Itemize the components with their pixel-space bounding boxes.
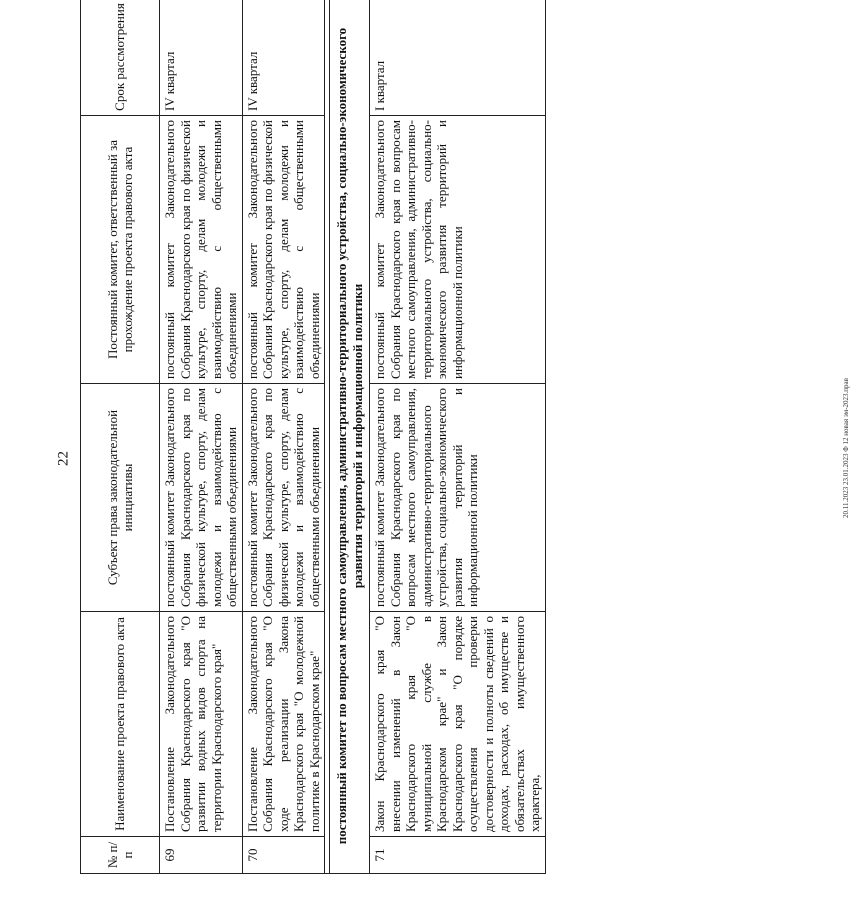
section-title: постоянный комитет по вопросам местного самоуправления, административно-территориального устройства, социально-экономического развития территорий и информационной политики	[330, 0, 370, 874]
act-name: Закон Краснодарского края "О внесении изменений в Закон Краснодарского края "О муниципальной службе в Краснодарском крае" и Закон Краснодарского края "О порядке осуществления проверки достоверности и полноты сведений о доходах, расходах, об имуществе и обязательствах имущественного характера,	[370, 612, 546, 837]
act-name: Постановление Законодательного Собрания Краснодарского края "О ходе реализации Закона Краснодарского края "О молодежной политике в Краснодарском крае"	[242, 612, 325, 837]
header-responsible-committee: Постоянный комитет, ответственный за прохождение проекта правового акта	[81, 116, 160, 384]
review-term: I квартал	[370, 0, 546, 116]
initiative-subject: постоянный комитет Законодательного Собрания Краснодарского края по вопросам местного самоуправления, административно-территориального устройства, социально-экономического развития территорий и информационной политики	[370, 384, 546, 612]
header-initiative-subject: Субъект права законодательной инициативы	[81, 384, 160, 612]
initiative-subject: постоянный комитет Законодательного Собрания Краснодарского края по физической культуре, спорту, делам молодежи и взаимодействию с общественными объединениями	[242, 384, 325, 612]
rotated-table-container	[80, 0, 610, 874]
section-header-row	[330, 0, 370, 874]
row-number: 71	[370, 837, 546, 874]
responsible-committee: постоянный комитет Законодательного Собрания Краснодарского края по физической культуре, спорту, делам молодежи и взаимодействию с общественными объединениями	[160, 116, 243, 384]
initiative-subject: постоянный комитет Законодательного Собрания Краснодарского края по физической культуре, спорту, делам молодежи и взаимодействию с общественными объединениями	[160, 384, 243, 612]
responsible-committee: постоянный комитет Законодательного Собрания Краснодарского края по вопросам местного самоуправления, административно-территориального устройства, социально-экономического развития территорий и информационной политики	[370, 116, 546, 384]
header-act-name: Наименование проекта правового акта	[81, 612, 160, 837]
table-row	[242, 0, 325, 874]
header-number: № п/п	[81, 837, 160, 874]
row-number: 69	[160, 837, 243, 874]
responsible-committee: постоянный комитет Законодательного Собрания Краснодарского края по физической культуре, спорту, делам молодежи и взаимодействию с общественными объединениями	[242, 116, 325, 384]
document-code: 20.11.2023 23.01.2023 Ф 12 новая эм-2023.прав	[842, 378, 850, 518]
table-row	[370, 0, 546, 874]
act-name: Постановление Законодательного Собрания Краснодарского края "О развитии водных видов спорта на территории Краснодарского края"	[160, 612, 243, 837]
review-term: IV квартал	[242, 0, 325, 116]
row-number: 70	[242, 837, 325, 874]
review-term: IV квартал	[160, 0, 243, 116]
header-review-term: Срок рассмотрения	[81, 0, 160, 116]
table-header-row	[81, 0, 160, 874]
page-number: 22	[55, 451, 72, 466]
table-row	[160, 0, 243, 874]
legislative-plan-table	[80, 0, 546, 874]
